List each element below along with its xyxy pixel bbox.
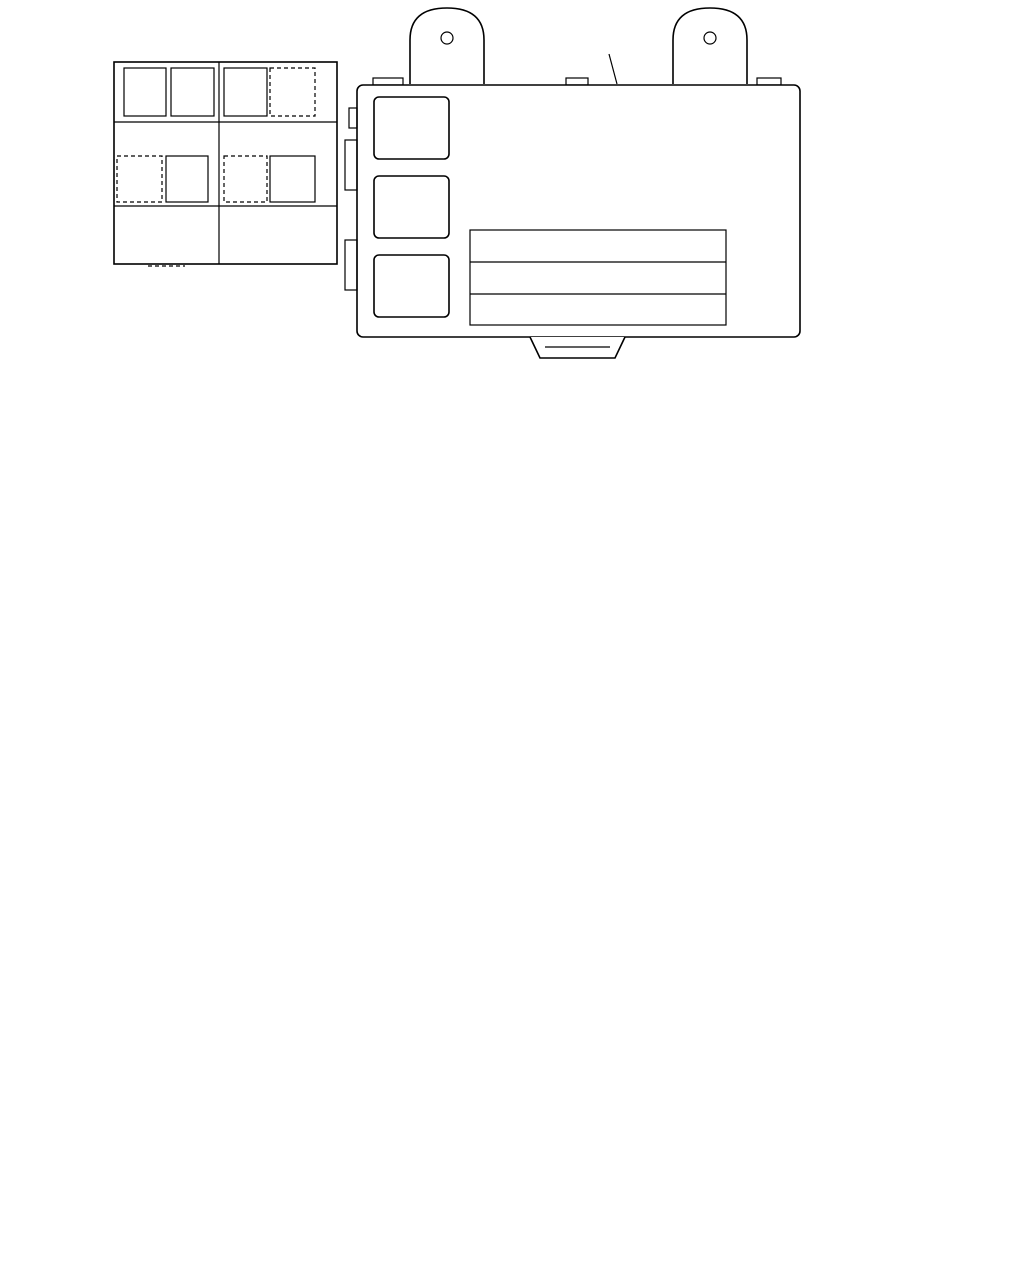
callout-4 <box>609 54 617 84</box>
left-relay-block <box>114 62 337 266</box>
main-relay-box <box>345 8 800 358</box>
